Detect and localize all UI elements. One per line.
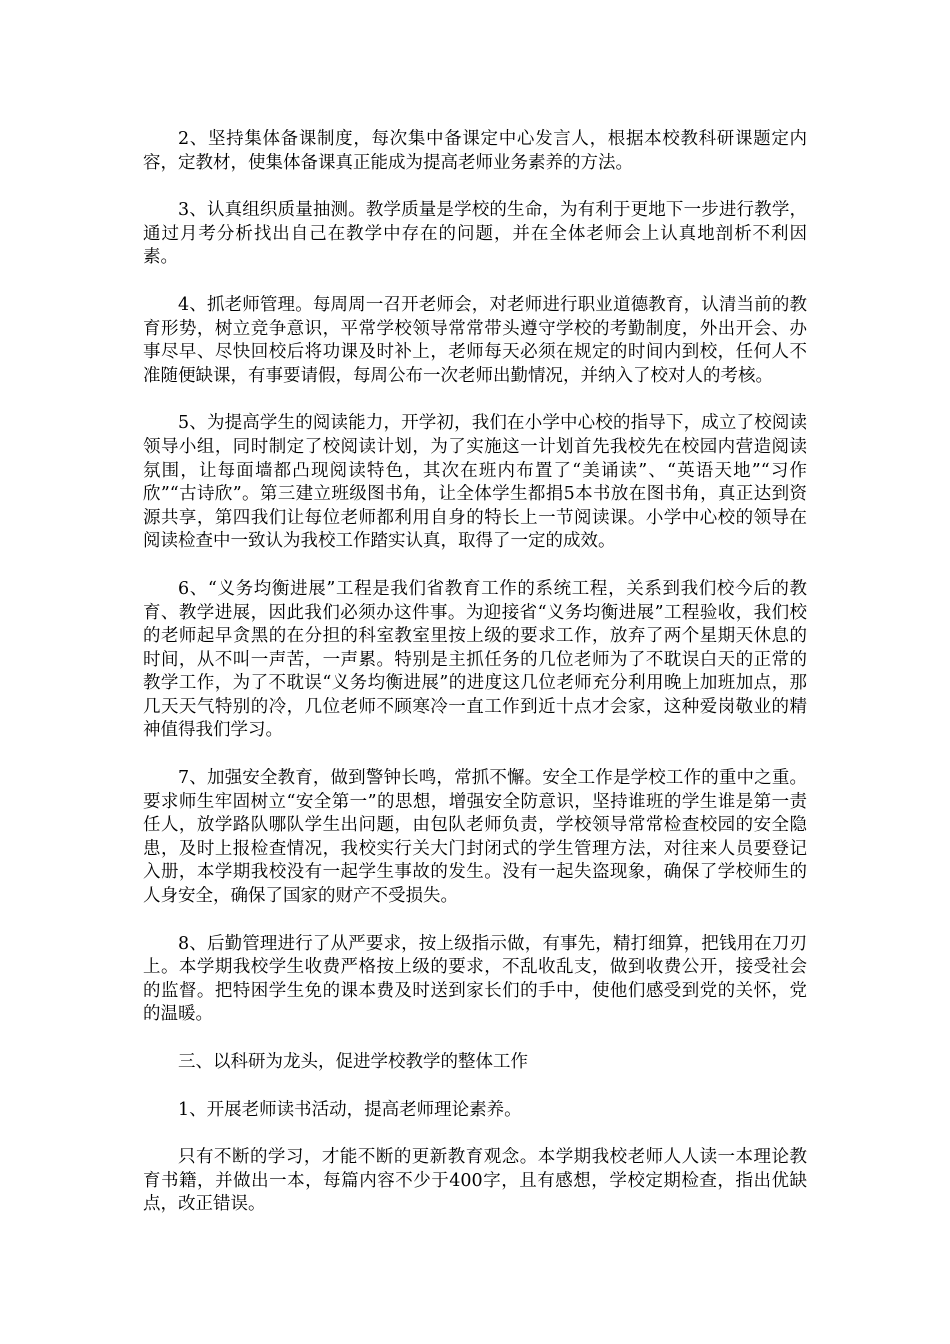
subheading-teacher-reading: 1、开展老师读书活动，提高老师理论素养。 (178, 1099, 522, 1120)
paragraph-reading-ability: 5、为提高学生的阅读能力，开学初，我们在小学中心校的指导下，成立了校阅读领导小组，同时制定了校阅读计划，为了实施这一计划首先我校先在校园内营造阅读氛围，让每面墙都凸现阅读特色，其次在班内布置了“美诵读”、“英语天地”“习作欣”“古诗欣”。第三建立班级图书角，让全体学生都捐5本书放在图书角，真正达到资源共享，第四我们让每位老师都利用自身的特长上一节阅读课。小学中心校的领导在阅读检查中一致认为我校工作踏实认真，取得了一定的成效。 (143, 413, 807, 552)
paragraph-quality-testing: 3、认真组织质量抽测。教学质量是学校的生命，为有利于更地下一步进行教学，通过月考分析找出自己在教学中存在的问题，并在全体老师会上认真地剖析不利因素。 (143, 200, 807, 268)
paragraph-balanced-development: 6、“义务均衡进展”工程是我们省教育工作的系统工程，关系到我们校今后的教育、教学进展，因此我们必须办这件事。为迎接省“义务均衡进展”工程验收，我们校的老师起早贪黑的在分担的科室教室里按上级的要求工作，放弃了两个星期天休息的时间，从不叫一声苦，一声累。特别是主抓任务的几位老师为了不耽误白天的正常的教学工作，为了不耽误“义务均衡进展”的进度这几位老师充分利用晚上加班加点，那几天天气特别的冷，几位老师不顾寒冷一直工作到近十点才会家，这种爱岗敬业的精神值得我们学习。 (143, 578, 807, 741)
paragraph-safety-education: 7、加强安全教育，做到警钟长鸣，常抓不懈。安全工作是学校工作的重中之重。要求师生牢固树立“安全第一”的思想，增强安全防意识，坚持谁班的学生谁是第一责任人，放学路队哪队学生出问题，由包队老师负责，学校领导常常检查校园的安全隐患，及时上报检查情况，我校实行关大门封闭式的学生管理方法，对往来人员要登记入册，本学期我校没有一起学生事故的发生。没有一起失盗现象，确保了学校师生的人身安全，确保了国家的财产不受损失。 (143, 768, 807, 907)
paragraph-logistics-management: 8、后勤管理进行了从严要求，按上级指示做，有事先，精打细算，把钱用在刀刃上。本学期我校学生收费严格按上级的要求，不乱收乱支，做到收费公开，接受社会的监督。把特困学生免的课本费及时送到家长们的手中，使他们感受到党的关怀，党的温暖。 (143, 933, 807, 1025)
section-heading-research: 三、以科研为龙头，促进学校教学的整体工作 (178, 1052, 528, 1072)
document-page (143, 128, 807, 1241)
paragraph-continuous-learning: 只有不断的学习，才能不断的更新教育观念。本学期我校老师人人读一本理论教育书籍，并做出一本，每篇内容不少于400字，且有感想，学校定期检查，指出优缺点，改正错误。 (143, 1147, 807, 1215)
paragraph-teacher-management: 4、抓老师管理。每周周一召开老师会，对老师进行职业道德教育，认清当前的教育形势，树立竞争意识，平常学校领导常常带头遵守学校的考勤制度，外出开会、办事尽早、尽快回校后将功课及时补上，老师每天必须在规定的时间内到校，任何人不准随便缺课，有事要请假，每周公布一次老师出勤情况，并纳入了校对人的考核。 (143, 294, 807, 386)
paragraph-collective-lesson-prep: 2、坚持集体备课制度，每次集中备课定中心发言人，根据本校教科研课题定内容，定教材，使集体备课真正能成为提高老师业务素养的方法。 (143, 129, 807, 173)
